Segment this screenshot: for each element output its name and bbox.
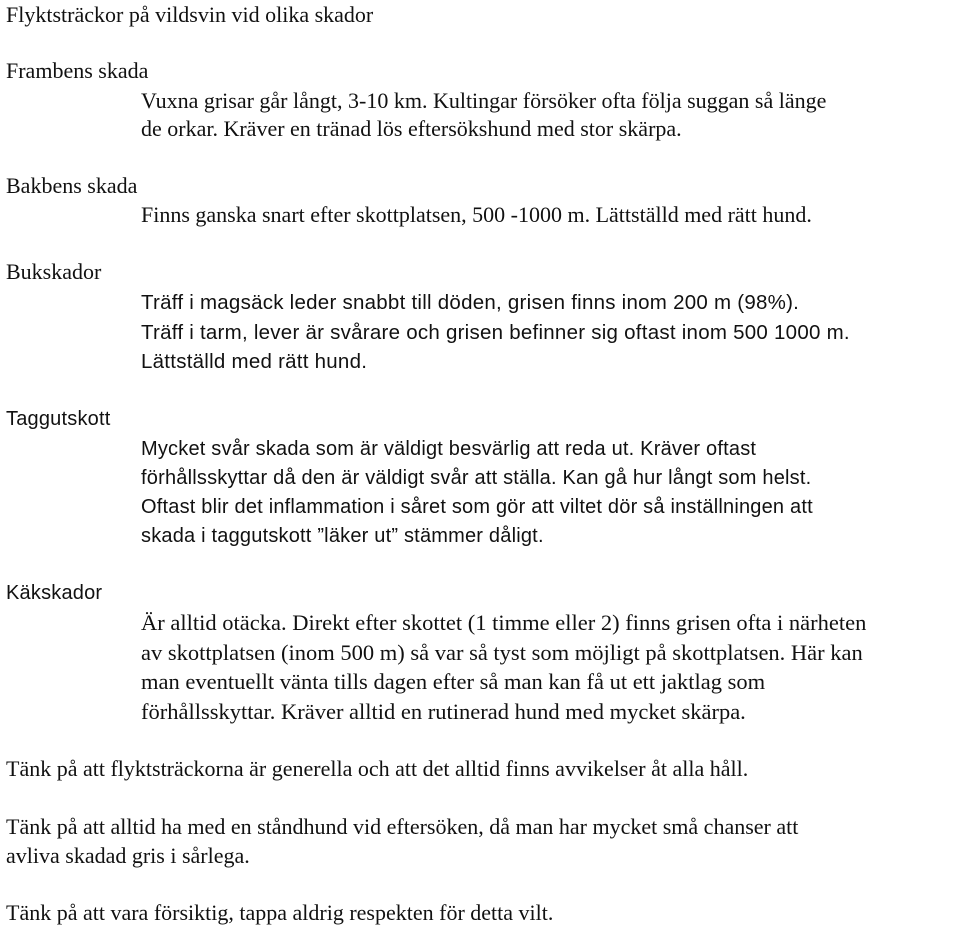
note-line: avliva skadad gris i sårlega. — [6, 843, 250, 868]
note-line: Tänk på att flyktsträckorna är generella och att det alltid finns avvikelser åt alla håll. — [6, 756, 749, 781]
section-heading-kakskador: Käkskador — [6, 582, 103, 604]
section-heading-taggutskott: Taggutskott — [6, 408, 111, 430]
note-line: Tänk på att alltid ha med en ståndhund vid eftersöken, då man har mycket små chanser att — [6, 814, 799, 839]
section-text-line: Finns ganska snart efter skottplatsen, 500 -1000 m. Lättställd med rätt hund. — [141, 202, 812, 227]
section-text-line: Träff i tarm, lever är svårare och grisen befinner sig oftast inom 500 1000 m. — [141, 321, 850, 344]
section-text-line: Träff i magsäck leder snabbt till döden, grisen finns inom 200 m (98%). — [141, 291, 800, 314]
section-heading-bukskador: Bukskador — [6, 259, 102, 284]
section-text-line: Vuxna grisar går långt, 3-10 km. Kultingar försöker ofta följa suggan så länge — [141, 88, 827, 113]
section-text-line: man eventuellt vänta tills dagen efter så man kan få ut ett jaktlag som — [141, 669, 766, 694]
section-text-line: Oftast blir det inflammation i såret som gör att viltet dör så inställningen att — [141, 496, 813, 518]
section-text-line: Lättställd med rätt hund. — [141, 350, 368, 373]
note-line: Tänk på att vara försiktig, tappa aldrig respekten för detta vilt. — [6, 900, 554, 925]
section-text-line: förhållsskyttar. Kräver alltid en rutinerad hund med mycket skärpa. — [141, 699, 746, 724]
section-heading-bakbens-skada: Bakbens skada — [6, 173, 138, 198]
section-text-line: de orkar. Kräver en tränad lös eftersökshund med stor skärpa. — [141, 116, 682, 141]
section-text-line: av skottplatsen (inom 500 m) så var så tyst som möjligt på skottplatsen. Här kan — [141, 640, 863, 665]
section-heading-frambens-skada: Frambens skada — [6, 58, 149, 83]
section-text-line: förhållsskyttar då den är väldigt svår att ställa. Kan gå hur långt som helst. — [141, 467, 812, 489]
section-text-line: Är alltid otäcka. Direkt efter skottet (1 timme eller 2) finns grisen ofta i närheten — [141, 610, 867, 635]
section-text-line: skada i taggutskott ”läker ut” stämmer dåligt. — [141, 525, 544, 547]
section-text-line: Mycket svår skada som är väldigt besvärlig att reda ut. Kräver oftast — [141, 438, 757, 460]
document-title: Flyktsträckor på vildsvin vid olika skador — [6, 2, 374, 27]
